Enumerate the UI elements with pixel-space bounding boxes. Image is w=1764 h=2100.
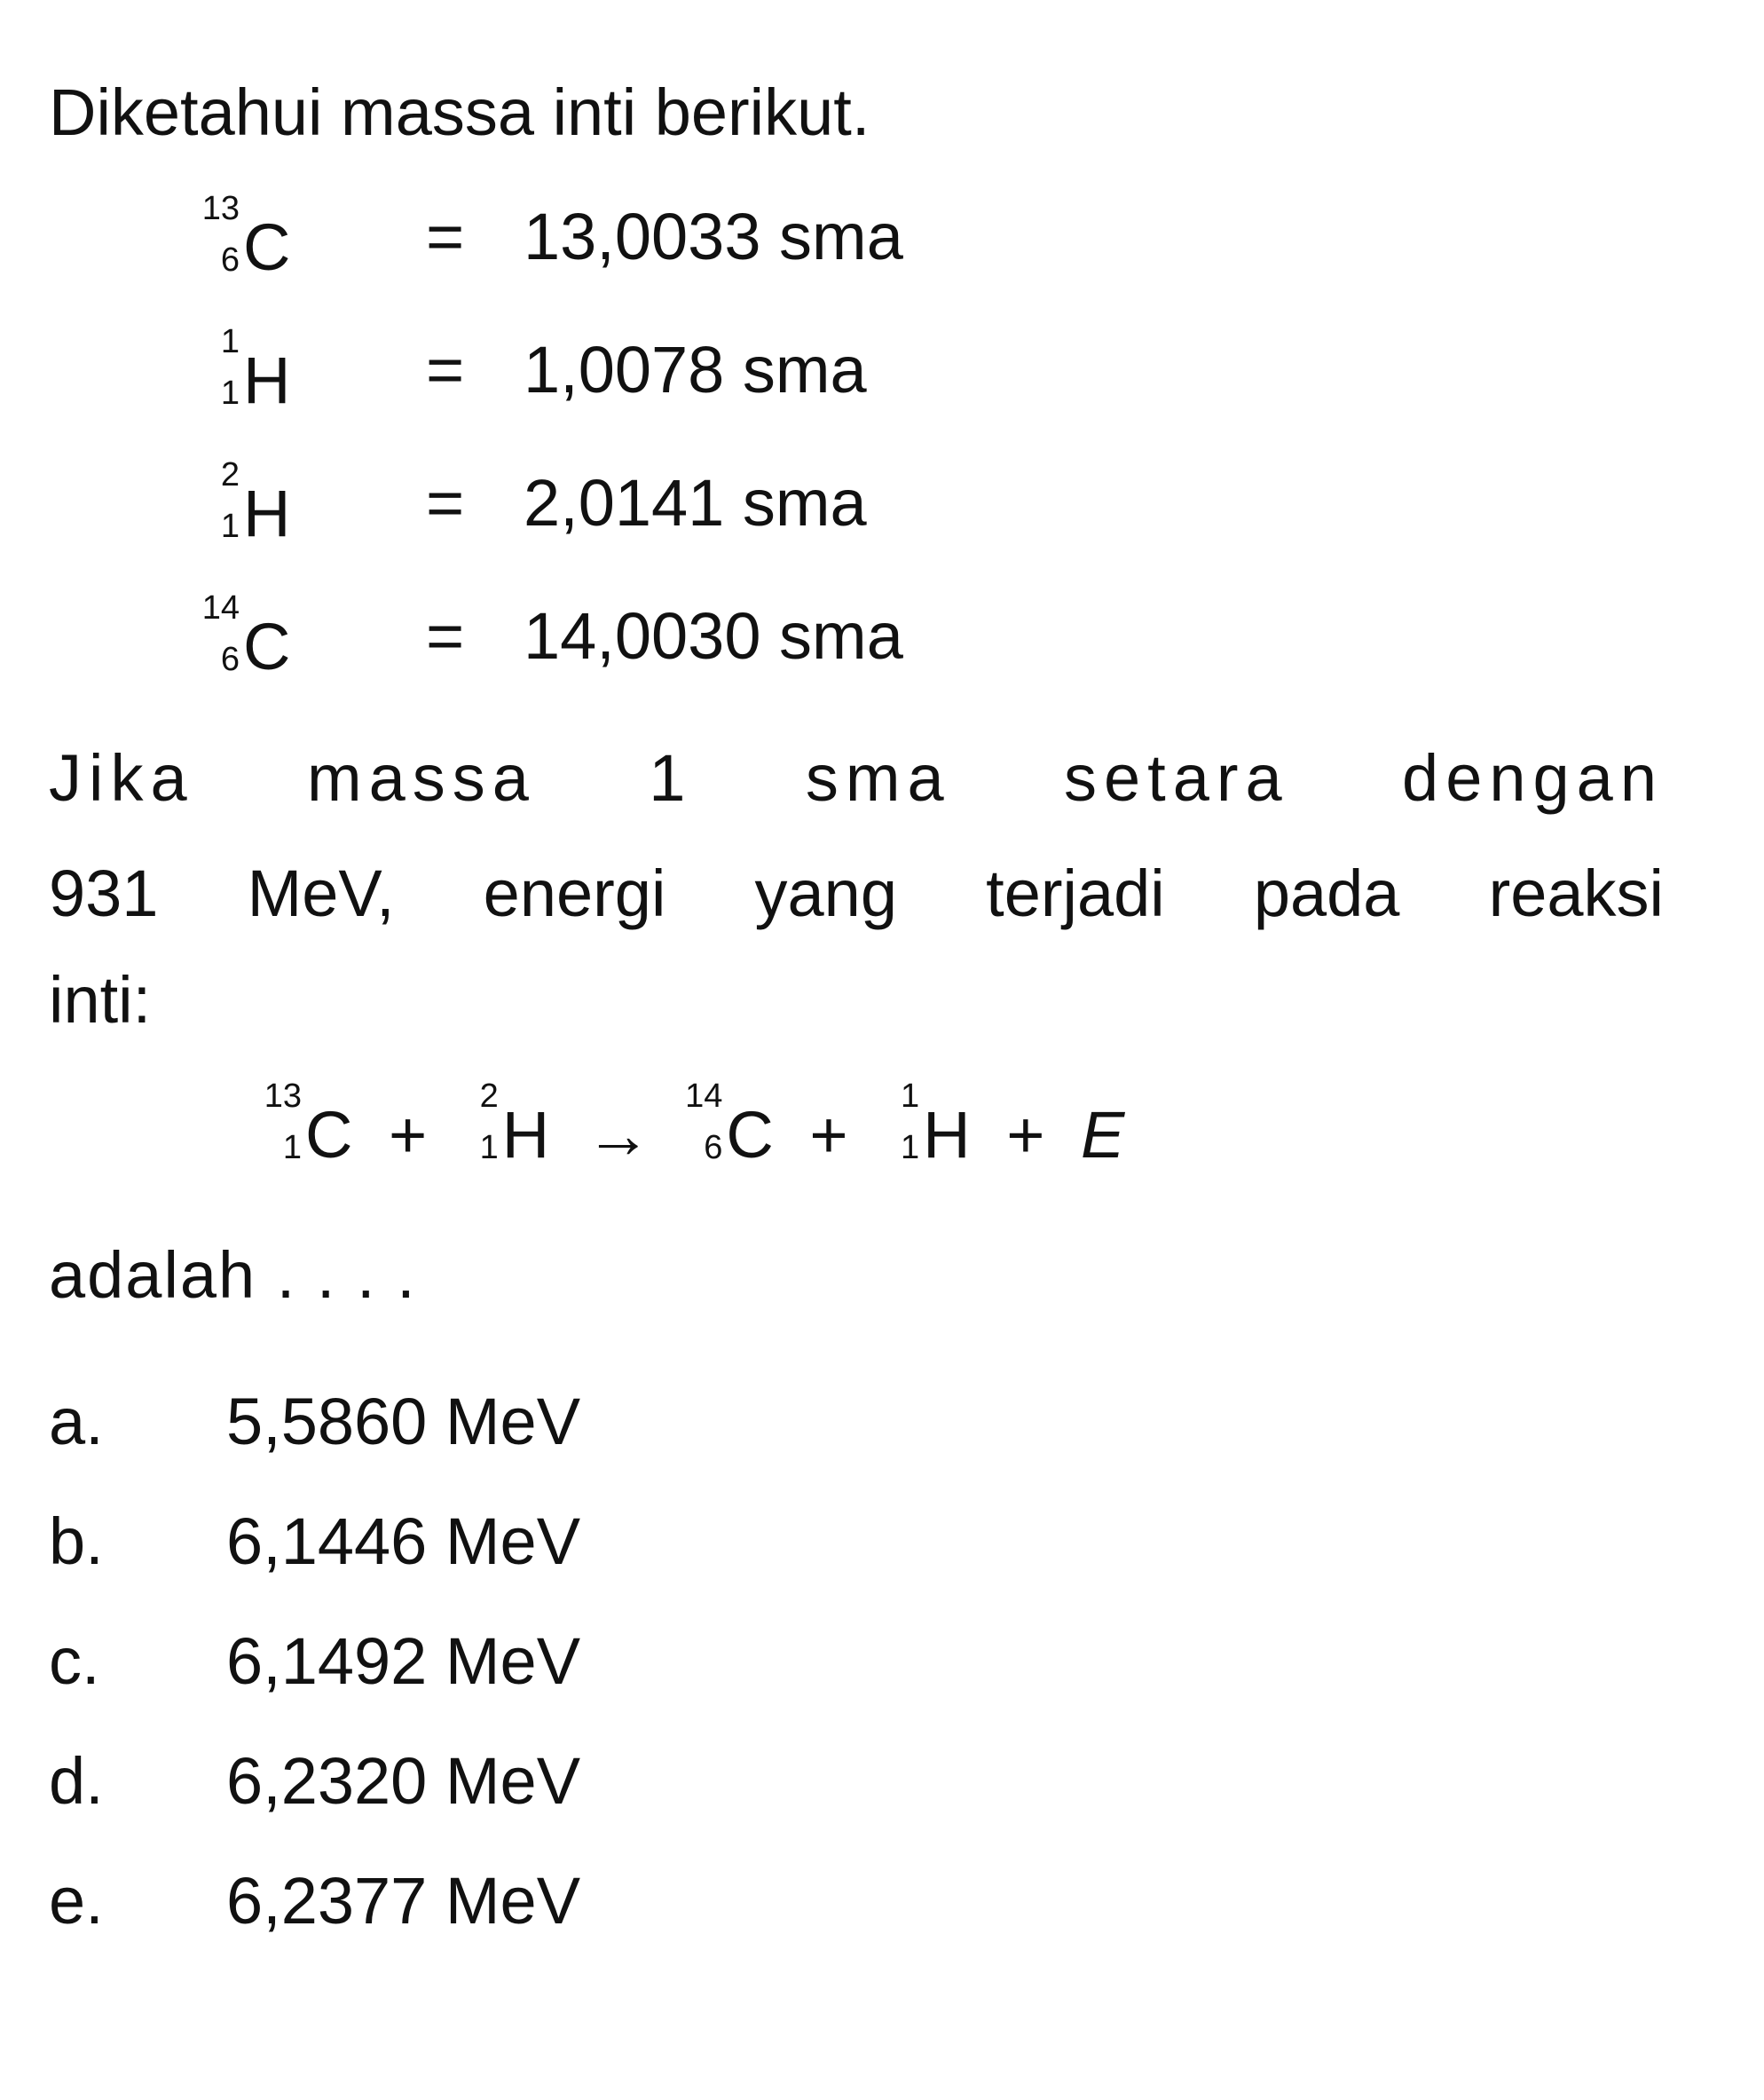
option-a[interactable] [49,1385,581,1458]
mass-row-h1 [204,323,1180,417]
option-d[interactable] [49,1744,581,1818]
reaction-arrow: → [585,1098,651,1172]
option-letter: a. [49,1385,104,1458]
atomic-number: 1 [220,375,240,412]
element-symbol: H [243,477,291,550]
mass-value: 13,0033 sma [524,200,903,273]
atomic-number: 6 [220,241,240,279]
mass-value: 14,0030 sma [524,599,903,673]
atomic-number: 1 [901,1129,920,1166]
plus-sign: + [809,1098,848,1172]
element-symbol: H [243,343,291,417]
option-letter: b. [49,1504,104,1578]
product-h1 [884,1078,971,1172]
mass-row-c14 [201,589,1180,683]
equals-sign: = [426,466,465,540]
option-b[interactable] [49,1504,581,1578]
equals-sign: = [426,333,465,407]
product-c14 [685,1078,774,1172]
option-value: 6,1492 MeV [226,1624,581,1698]
reactant-c13 [264,1078,353,1172]
element-symbol: C [243,610,291,683]
element-symbol: H [923,1098,971,1172]
reactant-h2 [463,1078,550,1172]
atomic-number: 6 [220,641,240,678]
nuclide-c14 [201,589,291,683]
option-value: 6,2377 MeV [226,1864,581,1938]
energy-symbol: E [1080,1098,1125,1172]
mass-number: 2 [479,1078,499,1115]
atomic-number: 6 [704,1129,723,1166]
plus-sign: + [389,1098,428,1172]
nuclide-h2 [204,456,291,550]
atomic-number: 1 [282,1129,302,1166]
option-value: 5,5860 MeV [226,1385,581,1458]
equals-sign: = [426,200,465,273]
intro-text: Diketahui massa inti berikut. [49,75,870,149]
mass-number: 13 [264,1078,302,1115]
option-letter: e. [49,1864,104,1938]
option-letter: d. [49,1744,104,1818]
mass-number: 14 [201,589,240,627]
mass-row-c13 [201,190,1180,284]
nuclide-c13 [201,190,291,284]
option-value: 6,1446 MeV [226,1504,581,1578]
mass-number: 14 [685,1078,723,1115]
nuclear-reaction-equation [264,1078,1125,1172]
element-symbol: C [243,210,291,284]
atomic-number: 1 [220,508,240,545]
mass-value: 2,0141 sma [524,466,867,540]
option-value: 6,2320 MeV [226,1744,581,1818]
mass-number: 2 [220,456,240,493]
question-end: adalah . . . . [49,1238,417,1312]
mass-number: 1 [220,323,240,360]
option-e[interactable] [49,1864,581,1938]
condition-line-3: inti: [49,963,152,1037]
nuclide-h1 [204,323,291,417]
mass-number: 1 [901,1078,920,1115]
option-c[interactable] [49,1624,581,1698]
element-symbol: C [305,1098,353,1172]
plus-sign: + [1006,1098,1045,1172]
condition-line-2: 931 MeV, energi yang terjadi pada reaksi [49,857,1664,930]
equals-sign: = [426,599,465,673]
mass-value: 1,0078 sma [524,333,867,407]
mass-number: 13 [201,190,240,227]
element-symbol: C [726,1098,774,1172]
atomic-number: 1 [479,1129,499,1166]
element-symbol: H [501,1098,550,1172]
mass-row-h2 [204,456,1180,550]
condition-line-1: Jika massa 1 sma setara dengan [49,741,1664,815]
option-letter: c. [49,1624,100,1698]
